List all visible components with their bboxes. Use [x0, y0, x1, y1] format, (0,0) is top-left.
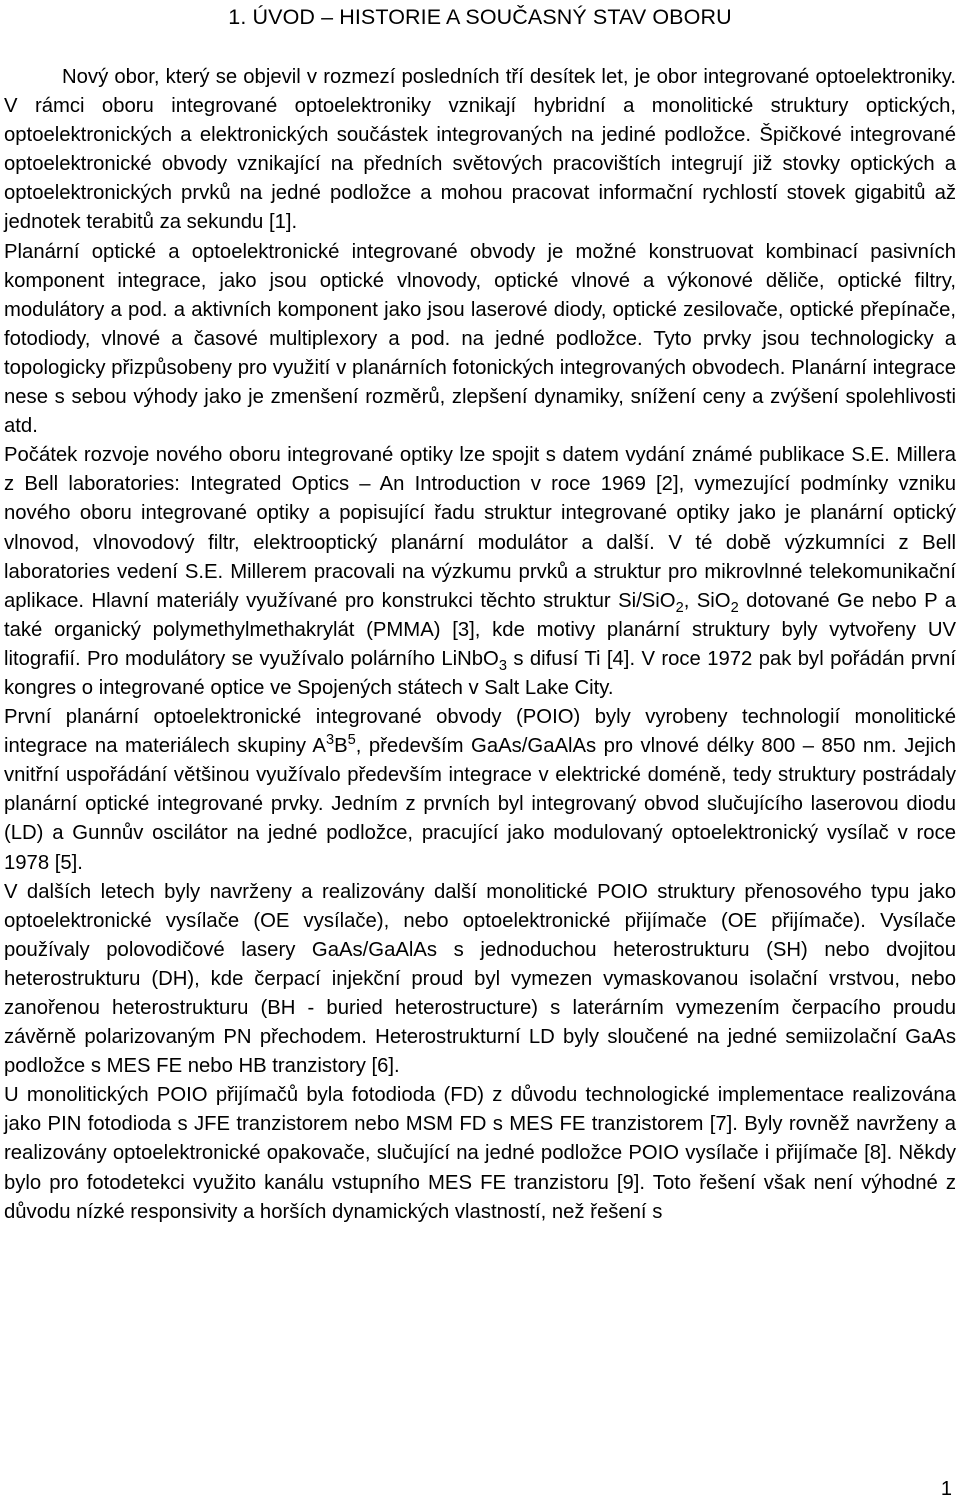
subscript-2-a: 2	[675, 599, 684, 616]
paragraph-4-text-a: První planární optoelektronické integrované obvody (POIO) byly vyrobeny technologií monolitické integrace na materiálech skupiny A	[4, 706, 956, 758]
subscript-3: 3	[498, 657, 507, 674]
paragraph-3-text-b: , SiO	[683, 589, 731, 612]
superscript-5: 5	[347, 732, 356, 749]
superscript-3: 3	[325, 732, 335, 749]
paragraph-4	[4, 703, 956, 878]
paragraph-6: U monolitických POIO přijímačů byla fotodioda (FD) z důvodu technologické implementace realizována jako PIN fotodioda s JFE tranzistorem nebo MSM FD s MES FE tranzistorem [7]. Byly rovněž navrženy a realizovány optoelektronické opakovače, slučující na jedné podložce POIO vysílače i přijímače [8]. Někdy bylo pro fotodetekci využito kanálu vstupního MES FE tranzistoru [9]. Toto řešení však není výhodné z důvodu nízké responsivity a horších dynamických vlastností, než řešení s	[4, 1084, 956, 1223]
chapter-heading: 1. ÚVOD – HISTORIE A SOUČASNÝ STAV OBORU	[228, 5, 732, 29]
paragraph-4-text-b: B	[334, 735, 348, 758]
page-number: 1	[940, 1478, 952, 1500]
paragraph-3	[4, 441, 956, 703]
paragraph-3-text-d: s difusí Ti [4]. V roce 1972 pak byl pořádán první kongres o integrované optice ve Spojených státech v Salt Lake City.	[4, 647, 956, 699]
paragraph-5: V dalších letech byly navrženy a realizovány další monolitické POIO struktury přenosového typu jako optoelektronické vysílače (OE vysílače), nebo optoelektronické přijímače (OE přijímače). Vysílače používaly polovodičové lasery GaAs/GaAlAs s jednoduchou heterostrukturu (SH) nebo dvojitou heterostrukturu (DH), kde čerpací injekční proud byl vymezen vymaskovanou isolační vrstvou, nebo zanořenou heterostrukturu (BH - buried heterostructure) s laterárním vymezením čerpacího proudu závěrně polarizovaným PN přechodem. Heterostrukturní LD byly sloučené na jedné semiizolační GaAs podložce s MES FE nebo HB tranzistory [6].	[4, 880, 956, 1078]
paragraph-1: Nový obor, který se objevil v rozmezí posledních tří desítek let, je obor integrované optoelektroniky. V rámci oboru integrované optoelektroniky vznikají hybridní a monolitické struktury optických, optoelektronických a elektronických součástek integrovaných na jediné podložce. Špičkové integrované optoelektronické obvody vznikající na předních světových pracovištích integrují již stovky optických a optoelektronických prvků na jedné podložce a mohou pracovat informační rychlostí stovek gigabitů až jednotek terabitů za sekundu [1].	[4, 66, 956, 234]
paragraph-2: Planární optické a optoelektronické integrované obvody je možné konstruovat kombinací pasivních komponent integrace, jako jsou optické vlnovody, optické vlnové a výkonové děliče, optické filtry, modulátory a pod. a aktivních komponent jako jsou laserové diody, optické zesilovače, optické přepínače, fotodiody, vlnové a časové multiplexory a pod. na jedné podložce. Tyto prvky jsou technologicky a topologicky přizpůsobeny pro využití v planárních fotonických integrovaných obvodech. Planární integrace nese s sebou výhody jako je zmenšení rozměrů, zlepšení dynamiky, snížení ceny a zvýšení spolehlivosti atd.	[4, 240, 956, 438]
body-text	[4, 63, 956, 1227]
paragraph-4-text-c: , především GaAs/GaAlAs pro vlnové délky 800 – 850 nm. Jejich vnitřní uspořádání většinou využívalo především integrace v elektrické doméně, tedy struktury postrádaly planární optické integrované prvky. Jedním z prvních byl integrovaný obvod slučujícího laserovou diodu (LD) a Gunnův oscilátor na jedné podložce, pracující jako modulovaný optoelektronický vysílač v roce 1978 [5].	[4, 735, 956, 874]
subscript-2-b: 2	[730, 599, 739, 616]
paragraph-3-text-a: Počátek rozvoje nového oboru integrované optiky lze spojit s datem vydání známé publikace S.E. Millera z Bell laboratories: Integrated Optics – An Introduction v roce 1969 [2], vymezující podmínky vzniku nového oboru integrované optiky a popisující řadu struktur integrované optiky jako je planární optický vlnovod, vlnovodový filtr, elektrooptický planární modulátor a další. V té době výzkumníci z Bell laboratories vedení S.E. Millerem pracovali na výzkumu prvků a struktur pro mikrovlnné telekomunikační aplikace. Hlavní materiály využívané pro konstrukci těchto struktur Si/SiO	[4, 444, 956, 612]
paragraph-3-text-c: dotované Ge nebo P a také organický polymethylmethakrylát (PMMA) [3], kde motivy planární struktury byly vytvořeny UV litografií. Pro modulátory se využívalo polárního LiNbO	[4, 589, 956, 670]
document-page	[4, 0, 956, 1511]
